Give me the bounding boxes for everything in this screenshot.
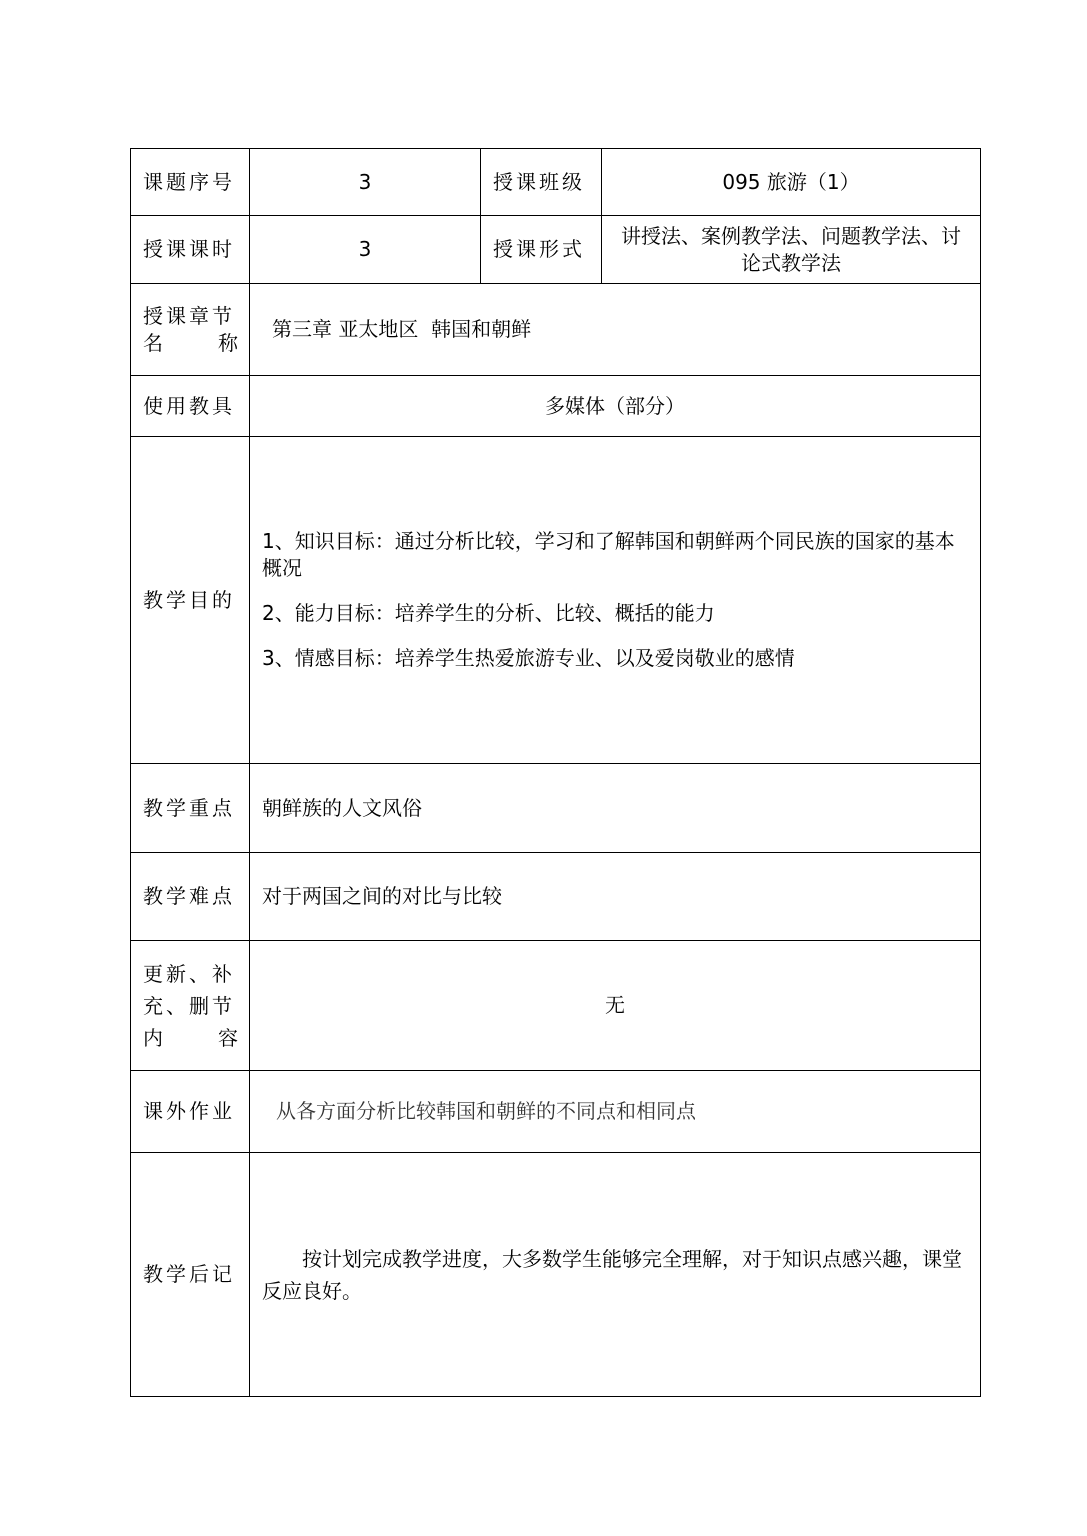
value-hours: 3 (250, 216, 481, 284)
label-difficulties: 教学难点 (131, 853, 250, 941)
label-hours: 授课课时 (131, 216, 250, 284)
label-updates-line1: 更新、补 (143, 961, 235, 986)
row-homework (131, 1071, 981, 1153)
row-lesson-no (131, 149, 981, 216)
label-updates-line3-a: 内 (143, 1025, 166, 1050)
row-updates (131, 941, 981, 1071)
value-difficulties: 对于两国之间的对比与比较 (250, 853, 981, 941)
value-reflection: 按计划完成教学进度，大多数学生能够完全理解，对于知识点感兴趣，课堂反应良好。 (250, 1153, 981, 1397)
row-key-points (131, 764, 981, 853)
value-key-points: 朝鲜族的人文风俗 (250, 764, 981, 853)
row-difficulties (131, 853, 981, 941)
label-updates-line2: 充、删节 (143, 993, 235, 1018)
label-updates (131, 941, 250, 1071)
row-tools (131, 376, 981, 437)
value-tools: 多媒体（部分） (250, 376, 981, 437)
value-class: 095 旅游（1） (602, 149, 981, 216)
label-lesson-no: 课题序号 (131, 149, 250, 216)
value-objectives (250, 437, 981, 764)
lesson-plan-table (130, 148, 981, 1397)
label-reflection: 教学后记 (131, 1153, 250, 1397)
value-homework: 从各方面分析比较韩国和朝鲜的不同点和相同点 (250, 1071, 981, 1153)
label-homework: 课外作业 (131, 1071, 250, 1153)
label-class: 授课班级 (481, 149, 602, 216)
value-lesson-no: 3 (250, 149, 481, 216)
objective-item: 3、情感目标：培养学生热爱旅游专业、以及爱岗敬业的感情 (262, 646, 795, 670)
value-form: 讲授法、案例教学法、问题教学法、讨论式教学法 (602, 216, 981, 284)
label-updates-line3 (143, 1022, 241, 1054)
label-chapter-line1: 授课章节 (143, 303, 235, 328)
row-objectives (131, 437, 981, 764)
value-chapter: 第三章 亚太地区 韩国和朝鲜 (250, 284, 981, 376)
label-key-points: 教学重点 (131, 764, 250, 853)
label-chapter (131, 284, 250, 376)
row-hours (131, 216, 981, 284)
label-tools: 使用教具 (131, 376, 250, 437)
row-chapter (131, 284, 981, 376)
row-reflection (131, 1153, 981, 1397)
objective-item: 2、能力目标：培养学生的分析、比较、概括的能力 (262, 601, 715, 625)
label-objectives: 教学目的 (131, 437, 250, 764)
objective-item: 1、知识目标：通过分析比较，学习和了解韩国和朝鲜两个同民族的国家的基本概况 (262, 529, 955, 580)
label-chapter-line2-a: 名 (143, 330, 166, 355)
value-updates: 无 (250, 941, 981, 1071)
label-chapter-line2-b: 称 (218, 330, 241, 355)
label-form: 授课形式 (481, 216, 602, 284)
label-updates-line3-b: 容 (218, 1025, 241, 1050)
label-chapter-line2 (143, 330, 241, 357)
